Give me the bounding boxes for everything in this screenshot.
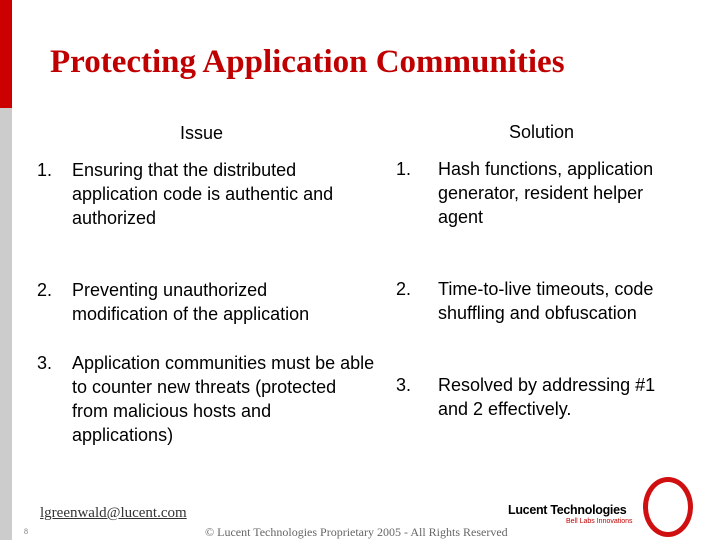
solution-number: 1. bbox=[396, 159, 412, 179]
solution-item: Hash functions, application generator, resident helper agent bbox=[438, 159, 654, 227]
copyright: © Lucent Technologies Proprietary 2005 - All Rights Reserved bbox=[205, 525, 508, 539]
solution-number: 2. bbox=[396, 279, 412, 299]
issue-item: Preventing unauthorized modification of the application bbox=[72, 280, 310, 324]
issue-number: 2. bbox=[37, 280, 53, 300]
solution-number: 3. bbox=[396, 375, 412, 395]
accent-bar bbox=[0, 0, 12, 108]
issue-number: 1. bbox=[37, 160, 53, 180]
issue-item: Ensuring that the distributed application code is authentic and authorized bbox=[72, 160, 334, 228]
issue-header: Issue bbox=[180, 123, 224, 143]
issue-number: 3. bbox=[37, 353, 53, 373]
side-bar bbox=[0, 108, 12, 540]
solution-item: Resolved by addressing #1 and 2 effectively. bbox=[438, 375, 656, 419]
brand-name: Lucent Technologies bbox=[508, 503, 627, 517]
solution-item: Time-to-live timeouts, code shuffling and obfuscation bbox=[438, 279, 654, 323]
email-link[interactable]: lgreenwald@lucent.com bbox=[40, 505, 187, 521]
brand-tagline: Bell Labs Innovations bbox=[566, 518, 633, 525]
issue-item: Application communities must be able to counter new threats (protected from malicious hosts and applications) bbox=[72, 353, 375, 445]
solution-header: Solution bbox=[509, 122, 575, 142]
page-number: 8 bbox=[24, 527, 28, 536]
lucent-logo-icon bbox=[643, 477, 693, 537]
slide-title: Protecting Application Communities bbox=[50, 44, 565, 80]
